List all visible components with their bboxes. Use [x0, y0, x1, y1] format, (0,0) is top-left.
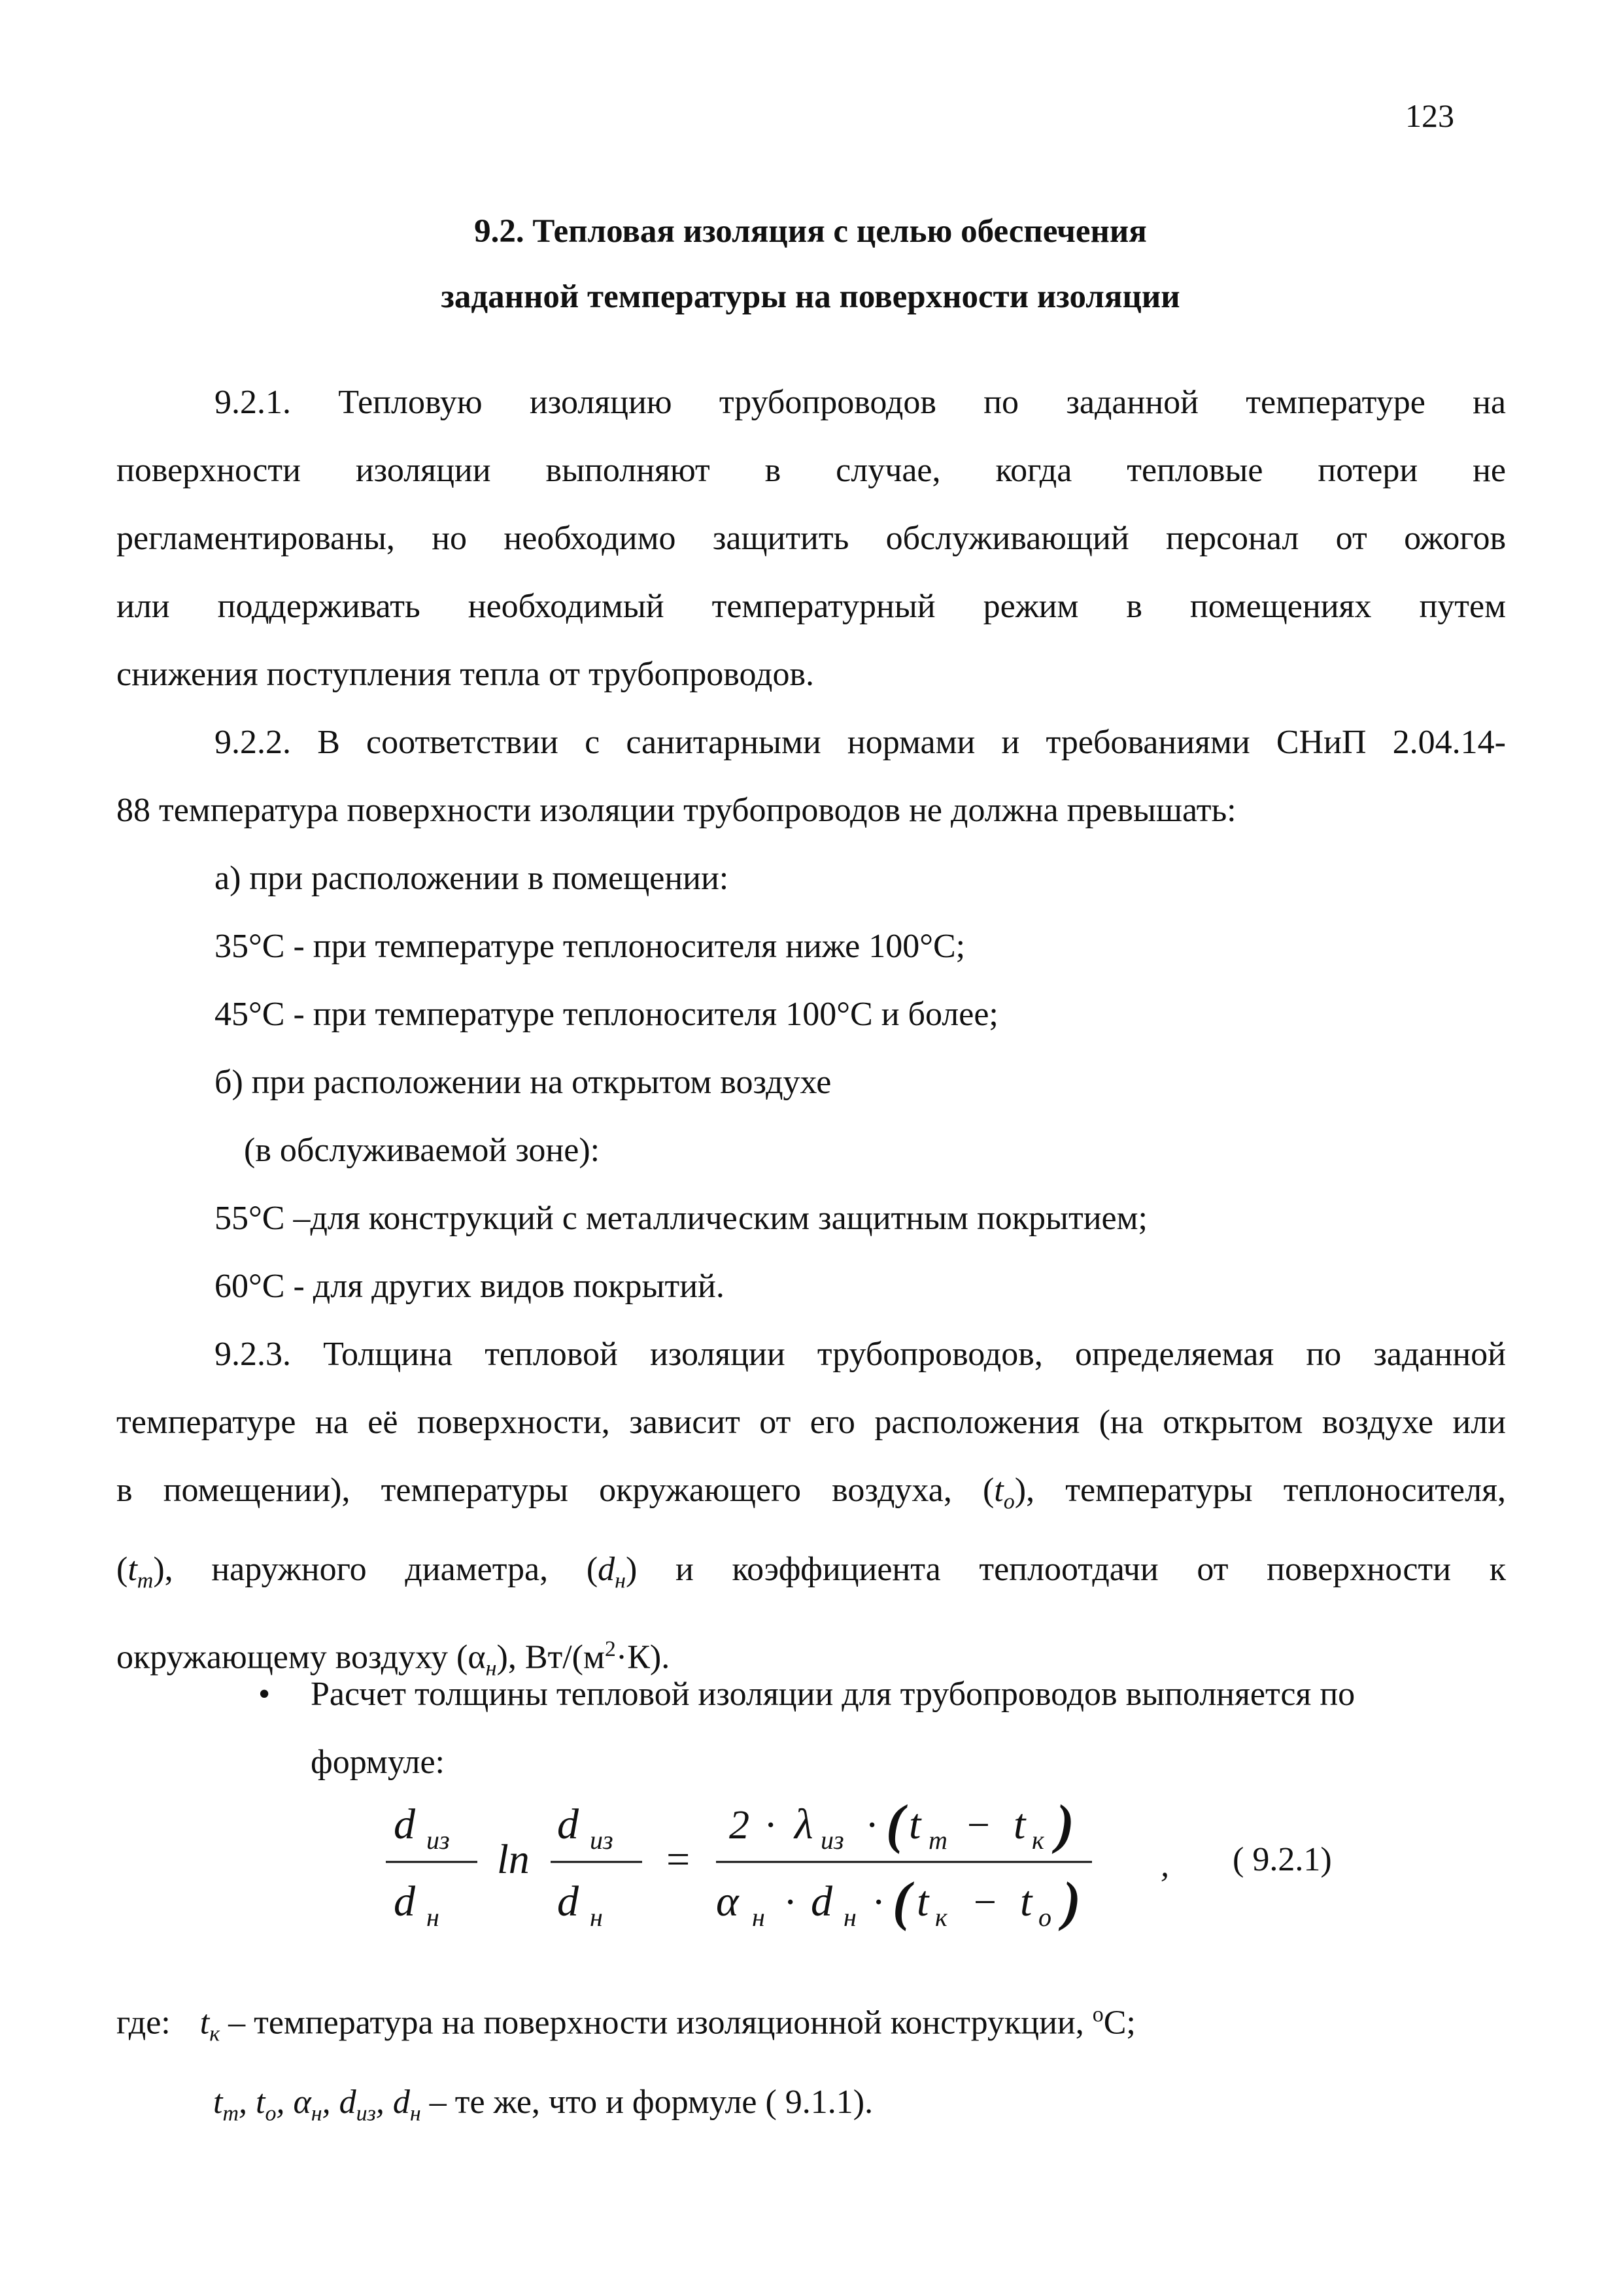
list-item: а) при расположении в помещении:	[214, 860, 729, 897]
svg-text:d: d	[811, 1878, 832, 1925]
svg-text:о: о	[1038, 1902, 1051, 1932]
text-line: 9.2.3. Толщина тепловой изоляции трубопроводов, определяемая по заданной	[214, 1336, 1506, 1373]
text-line: окружающему воздуху $(\alpha_н)$, $Вт/(м^2\cdot К)$.	[116, 1636, 670, 1681]
svg-text:к: к	[1032, 1825, 1044, 1855]
bullet-text-line1: Расчет толщины тепловой изоляции для трубопроводов выполняется по	[311, 1676, 1356, 1713]
formula-d-iz-num2: d	[557, 1800, 579, 1848]
formula-d-iz-num: d	[394, 1800, 415, 1848]
paragraph-9-2-2	[116, 709, 1506, 1321]
svg-text:): )	[1056, 1794, 1074, 1855]
paragraph-9-2-3	[116, 1321, 1506, 1703]
text-line: где: $t_к$ – температура на поверхности изоляционной конструкции, $^o$C;	[116, 2002, 1136, 2046]
svg-text:н: н	[844, 1902, 857, 1932]
bullet-text-line2: формуле:	[311, 1744, 445, 1781]
paragraph-9-2-1	[116, 369, 1506, 709]
list-item: 55°C –для конструкций с металлическим защитным покрытием;	[214, 1200, 1148, 1237]
svg-text:·: ·	[785, 1880, 795, 1925]
svg-text:2: 2	[729, 1803, 749, 1848]
formula-graphic	[386, 1778, 1236, 1948]
svg-text:к: к	[935, 1902, 947, 1932]
svg-text:t: t	[1020, 1878, 1032, 1925]
svg-text:): )	[1063, 1871, 1081, 1932]
svg-text:(: (	[886, 1794, 904, 1855]
svg-text:·: ·	[873, 1880, 883, 1925]
list-item: 35°C - при температуре теплоносителя ниже 100°C;	[214, 928, 966, 965]
text-line: поверхности изоляции выполняют в случае, когда тепловые потери не	[116, 452, 1506, 489]
text-line: снижения поступления тепла от трубопроводов.	[116, 656, 814, 693]
formula-d-n-den: d	[394, 1878, 415, 1925]
list-item: 45°C - при температуре теплоносителя 100°C и более;	[214, 996, 998, 1033]
svg-text:из: из	[426, 1825, 450, 1855]
where-block	[116, 1981, 1506, 2148]
formula-ln: ln	[497, 1836, 530, 1882]
svg-text:н: н	[426, 1902, 439, 1932]
svg-text:·: ·	[866, 1803, 877, 1848]
list-item: б) при расположении на открытом воздухе	[214, 1064, 832, 1101]
text-line: в помещении), температуры окружающего воздуха, $(t_о)$, температуры теплоносителя,	[116, 1472, 1506, 1514]
text-line: или поддерживать необходимый температурный режим в помещениях путем	[116, 588, 1506, 625]
svg-text:t: t	[909, 1800, 921, 1848]
svg-text:из: из	[821, 1825, 844, 1855]
text-line: 88 температура поверхности изоляции трубопроводов не должна превышать:	[116, 792, 1237, 829]
svg-text:α: α	[716, 1878, 739, 1925]
bullet-icon: •	[258, 1676, 271, 1713]
text-line: 9.2.1. Тепловую изоляцию трубопроводов по заданной температуре на	[214, 384, 1506, 421]
list-item: (в обслуживаемой зоне):	[244, 1132, 600, 1169]
section-heading-line1: 9.2. Тепловая изоляция с целью обеспечения	[474, 213, 1147, 250]
svg-text:t: t	[917, 1878, 929, 1925]
svg-text:t: t	[1014, 1800, 1026, 1848]
text-line: 9.2.2. В соответствии с санитарными нормами и требованиями СНиП 2.04.14-	[214, 724, 1506, 761]
text-line: $(t_т)$, наружного диаметра, $(d_н)$ и коэффициента теплоотдачи от поверхности к	[116, 1551, 1507, 1593]
svg-text:·: ·	[765, 1803, 776, 1848]
page-number: 123	[1405, 97, 1454, 134]
svg-text:т: т	[929, 1825, 947, 1855]
formula-9-2-1	[386, 1778, 1367, 1948]
formula-d-n-den2: d	[557, 1878, 579, 1925]
svg-text:из: из	[590, 1825, 613, 1855]
text-line: температуре на её поверхности, зависит от его расположения (на открытом воздухе или	[116, 1404, 1506, 1441]
list-item: 60°C - для других видов покрытий.	[214, 1268, 725, 1305]
formula-number: ( 9.2.1)	[1233, 1841, 1332, 1878]
text-line: $t_т$, $t_о$, $\alpha_н$, $d_{из}$, $d_н$ – те же, что и формуле ( 9.1.1).	[213, 2083, 874, 2126]
svg-text:−: −	[964, 1803, 992, 1848]
svg-text:−: −	[971, 1880, 998, 1925]
text-line: регламентированы, но необходимо защитить обслуживающий персонал от ожогов	[116, 520, 1506, 557]
svg-text:н: н	[590, 1902, 603, 1932]
svg-text:,: ,	[1161, 1847, 1169, 1884]
svg-text:н: н	[752, 1902, 765, 1932]
bullet-item	[258, 1661, 1507, 1797]
svg-text:(: (	[893, 1871, 911, 1932]
svg-text:λ: λ	[794, 1800, 813, 1848]
formula-equals: =	[664, 1836, 692, 1882]
section-heading-line2: заданной температуры на поверхности изоляции	[441, 279, 1180, 315]
